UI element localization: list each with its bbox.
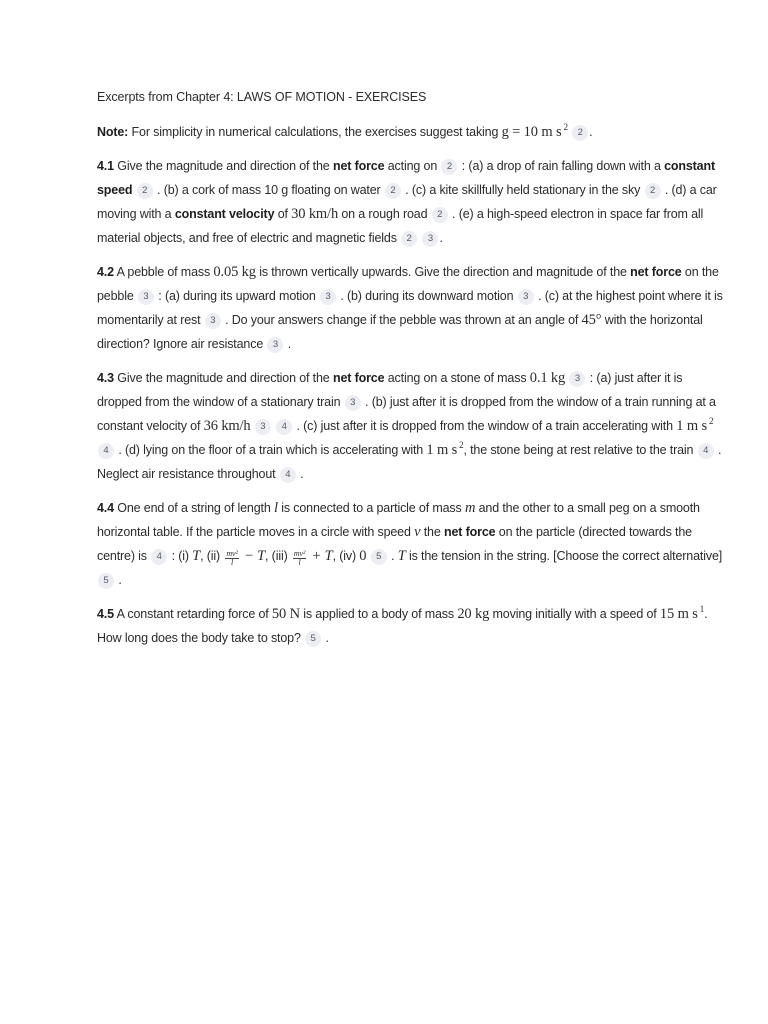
question-text: , (ii) bbox=[200, 549, 221, 563]
citation-badge[interactable]: 4 bbox=[151, 549, 167, 565]
math-expression: 0.05 kg bbox=[213, 264, 256, 280]
question-text: . (c) a kite skillfully held stationary in the sky bbox=[405, 183, 641, 197]
citation-badge[interactable]: 5 bbox=[98, 573, 114, 589]
gravity-value: g = 10 m s bbox=[501, 124, 562, 140]
question-text: : (a) a drop of rain falling down with a bbox=[461, 159, 661, 173]
math-variable: T bbox=[192, 548, 201, 564]
question-text: . (b) just after it is dropped from the window of a train running at a constant velocity of bbox=[97, 395, 716, 433]
fraction-numerator: mv² bbox=[226, 549, 238, 558]
note-paragraph: Note: For simplicity in numerical calculations, the exercises suggest taking g = 10 m s $^2$ 2 . bbox=[97, 122, 593, 140]
question-text: . bbox=[118, 573, 122, 587]
math-expression: 0.1 kg bbox=[529, 370, 566, 386]
question-number: 4.3 bbox=[97, 371, 114, 385]
citation-badge[interactable]: 2 bbox=[645, 183, 661, 199]
question-text: , the stone being at rest relative to the train bbox=[463, 443, 694, 457]
question-text: of bbox=[277, 207, 288, 221]
fraction bbox=[225, 550, 238, 567]
math-value: 1 m s bbox=[676, 418, 707, 434]
math-exponent: 2 bbox=[708, 416, 714, 426]
citation-badge[interactable]: 3 bbox=[320, 289, 336, 305]
question-4-3 bbox=[97, 366, 729, 486]
math-value: 1 m s bbox=[426, 442, 458, 458]
bold-term: net force bbox=[332, 159, 385, 173]
math-variable: l bbox=[274, 500, 278, 516]
question-text: is connected to a particle of mass bbox=[281, 501, 462, 515]
question-text: is thrown vertically upwards. Give the direction and magnitude of the bbox=[259, 265, 627, 279]
question-number: 4.4 bbox=[97, 501, 114, 515]
math-expression bbox=[676, 418, 713, 434]
citation-badge[interactable]: 2 bbox=[137, 183, 153, 199]
question-text: . (d) lying on the floor of a train which is accelerating with bbox=[118, 443, 424, 457]
citation-badge[interactable]: 3 bbox=[205, 313, 221, 329]
citation-badge[interactable]: 4 bbox=[98, 443, 114, 459]
bold-term: net force bbox=[332, 371, 385, 385]
question-text: . bbox=[391, 549, 395, 563]
math-expression bbox=[426, 442, 463, 458]
document-page bbox=[97, 88, 729, 660]
question-text: One end of a string of length bbox=[117, 501, 271, 515]
citation-badge[interactable]: 3 bbox=[569, 371, 585, 387]
citation-badge[interactable]: 4 bbox=[280, 467, 296, 483]
question-number: 4.5 bbox=[97, 607, 114, 621]
question-text: on a rough road bbox=[341, 207, 428, 221]
question-text: with the horizontal direction? Ignore air resistance bbox=[97, 313, 703, 351]
question-text: . (c) just after it is dropped from the window of a train accelerating with bbox=[296, 419, 673, 433]
question-text: Give the magnitude and direction of the bbox=[117, 159, 330, 173]
citation-badge[interactable]: 3 bbox=[255, 419, 271, 435]
question-text: : (a) just after it is dropped from the window of a stationary train bbox=[97, 371, 683, 409]
gravity-exponent: 2 bbox=[563, 122, 568, 132]
question-text: A pebble of mass bbox=[116, 265, 211, 279]
citation-badge[interactable]: 2 bbox=[441, 159, 457, 175]
question-text: . Neglect air resistance throughout bbox=[97, 443, 722, 481]
math-expression: 30 km/h bbox=[291, 206, 339, 222]
question-text: , (iii) bbox=[265, 549, 288, 563]
document-title: Excerpts from Chapter 4: LAWS OF MOTION - EXERCISES bbox=[97, 90, 427, 104]
citation-badge[interactable]: 5 bbox=[305, 631, 321, 647]
citation-badge[interactable]: 2 bbox=[432, 207, 448, 223]
math-exponent: 1 bbox=[699, 604, 705, 614]
citation-badge[interactable]: 4 bbox=[698, 443, 714, 459]
citation-badge[interactable]: 3 bbox=[422, 231, 438, 247]
citation-badge[interactable]: 3 bbox=[345, 395, 361, 411]
question-4-2 bbox=[97, 260, 729, 356]
math-expression: 45° bbox=[581, 312, 602, 328]
math-variable: m bbox=[464, 500, 476, 516]
gravity-expression bbox=[502, 124, 568, 140]
citation-badge[interactable]: 2 bbox=[572, 125, 588, 141]
question-text: : (i) bbox=[171, 549, 189, 563]
bold-term: constant velocity bbox=[174, 207, 275, 221]
fraction-denominator: l bbox=[298, 558, 301, 567]
citation-badge[interactable]: 2 bbox=[401, 231, 417, 247]
question-text: . bbox=[325, 631, 329, 645]
math-exponent: 2 bbox=[459, 440, 464, 450]
question-text: on the pebble bbox=[97, 265, 719, 303]
question-text: is the tension in the string. [Choose the correct alternative] bbox=[408, 549, 723, 563]
question-text: A constant retarding force of bbox=[116, 607, 269, 621]
question-text: the bbox=[423, 525, 441, 539]
question-text: acting on bbox=[387, 159, 438, 173]
question-text: . bbox=[300, 467, 304, 481]
math-value: 15 m s bbox=[659, 606, 698, 622]
citation-badge[interactable]: 3 bbox=[267, 337, 283, 353]
question-text: moving initially with a speed of bbox=[492, 607, 657, 621]
question-text: . (d) a car moving with a bbox=[97, 183, 717, 221]
question-text: and the other to a small peg on a smooth horizontal table. If the particle moves in a circle with speed bbox=[97, 501, 700, 539]
math-variable: v bbox=[414, 524, 421, 540]
math-variable: T bbox=[397, 548, 406, 564]
bold-term: net force bbox=[444, 525, 496, 539]
fraction-numerator: mv² bbox=[293, 549, 306, 558]
math-expression: + T bbox=[311, 548, 333, 564]
citation-badge[interactable]: 3 bbox=[138, 289, 154, 305]
math-expression: 20 kg bbox=[457, 606, 490, 622]
citation-badge[interactable]: 5 bbox=[371, 549, 387, 565]
citation-badge[interactable]: 3 bbox=[518, 289, 534, 305]
question-text: , (iv) bbox=[332, 549, 356, 563]
question-text: Give the magnitude and direction of the bbox=[117, 371, 330, 385]
question-number: 4.2 bbox=[97, 265, 114, 279]
question-text: on the particle (directed towards the centre) is bbox=[97, 525, 692, 563]
fraction bbox=[293, 550, 306, 567]
fraction-denominator: l bbox=[230, 558, 234, 567]
question-text: . bbox=[287, 337, 292, 351]
question-4-1 bbox=[97, 154, 729, 250]
question-text: . bbox=[439, 231, 443, 245]
citation-badge[interactable]: 2 bbox=[385, 183, 401, 199]
question-text: . (c) at the highest point where it is momentarily at rest bbox=[97, 289, 723, 327]
citation-badge[interactable]: 4 bbox=[276, 419, 292, 435]
math-expression: 36 km/h bbox=[203, 418, 251, 434]
question-text: . (b) during its downward motion bbox=[340, 289, 514, 303]
note-text: For simplicity in numerical calculations, the exercises suggest taking bbox=[131, 125, 499, 139]
bold-term: constant speed bbox=[97, 159, 715, 197]
question-text: . How long does the body take to stop? bbox=[97, 607, 708, 645]
question-text: is applied to a body of mass bbox=[303, 607, 454, 621]
question-number: 4.1 bbox=[97, 159, 114, 173]
question-text: . (e) a high-speed electron in space far from all material objects, and free of electric and magnetic fields bbox=[97, 207, 704, 245]
math-expression: 0 bbox=[359, 548, 367, 564]
bold-term: net force bbox=[630, 265, 682, 279]
question-text: : (a) during its upward motion bbox=[158, 289, 316, 303]
note-label: Note: bbox=[97, 125, 129, 139]
question-text: acting on a stone of mass bbox=[387, 371, 527, 385]
question-4-4 bbox=[97, 496, 729, 592]
math-expression bbox=[660, 606, 704, 622]
question-text: . (b) a cork of mass 10 g floating on water bbox=[157, 183, 381, 197]
math-expression: − T bbox=[244, 548, 266, 564]
math-expression: 50 N bbox=[271, 606, 300, 622]
question-4-5 bbox=[97, 602, 729, 650]
question-text: . Do your answers change if the pebble was thrown at an angle of bbox=[225, 313, 579, 327]
